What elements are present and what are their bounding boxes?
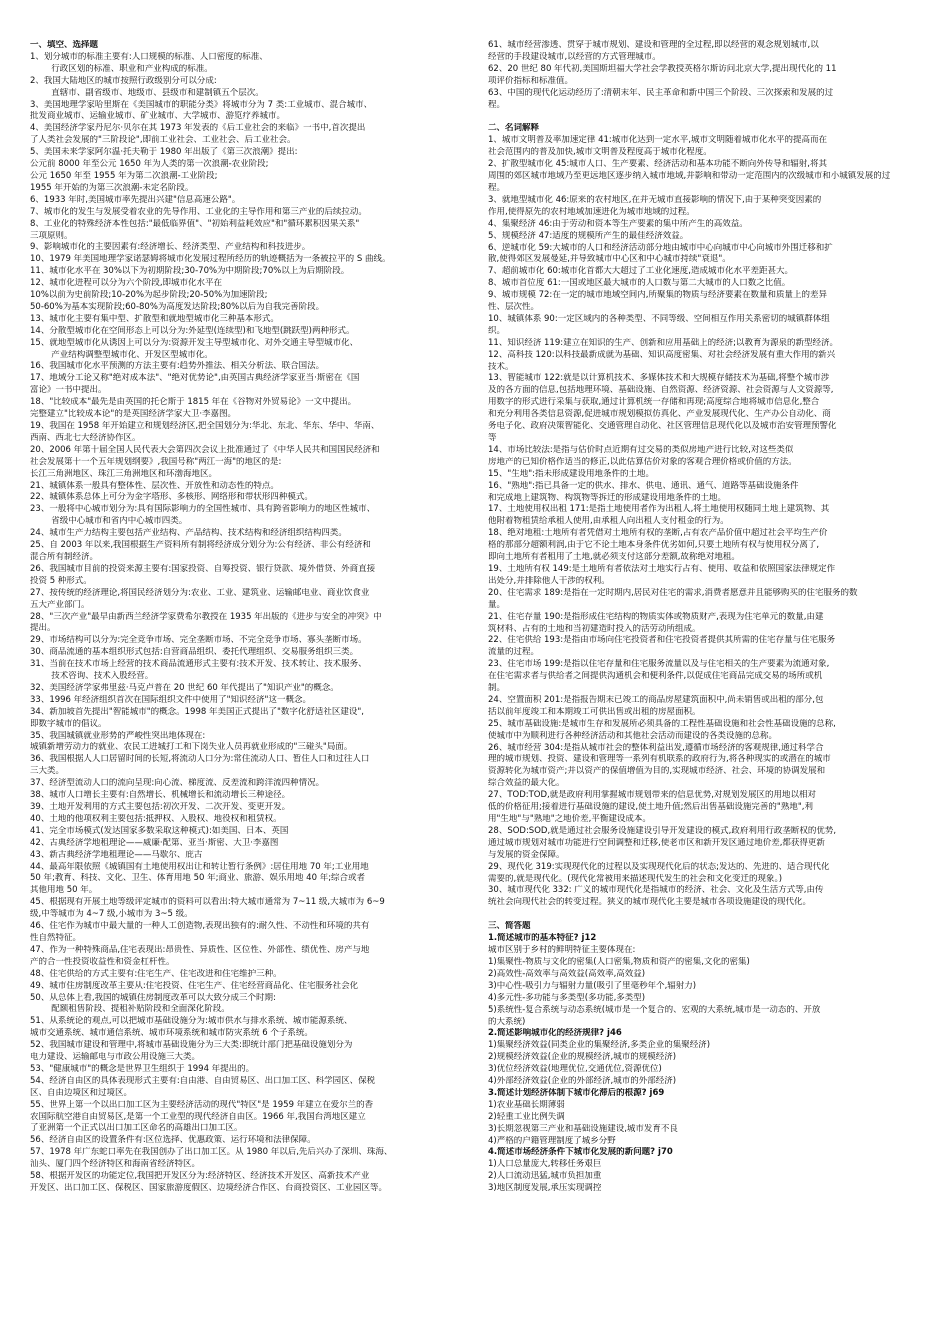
text-line: 1)人口总量庞大,转移任务艰巨 — [488, 1159, 602, 1170]
text-line: 汕头、厦门四个经济特区和海南省经济特区。 — [30, 1159, 201, 1170]
text-line: 完整建立"比较成本论"的是英国经济学家大卫·李嘉图。 — [30, 409, 237, 420]
text-line: 性自然特征。 — [30, 932, 82, 943]
text-line: 流量的过程。 — [488, 647, 540, 658]
left-column — [30, 40, 470, 1195]
text-line: 4)严格的户籍管理制度了城乡分野 — [488, 1135, 616, 1146]
text-line: 49、城市住房制度改革主要从:住宅投资、住宅生产、住宅经营商品化、住宅服务社会化 — [30, 980, 359, 991]
text-line: 8、工业化的特殊经济本性包括:"最低临界值"、"初始利益耗效应"和"循环累积因果关系" — [30, 218, 360, 229]
text-line: 长江三角洲地区、珠江三角洲地区和环渤海地区。 — [30, 468, 218, 479]
text-line: 周围的郊区城市地域乃至更远地区逐步纳入城市地域,并影响和带动一定范围内的次级城市和小城镇发展的过 — [488, 171, 891, 182]
text-line: 37、经济型流动人口的流向呈现:向心流、梯度流、反差流和跨洋流四种情况。 — [30, 778, 325, 789]
text-line: 提出。 — [30, 623, 56, 634]
text-line: 3)长期忽视第三产业和基础设施建设,城市发育不良 — [488, 1123, 678, 1134]
text-line: 58、根据开发区的功能定位,我国把开发区分为:经济特区、经济技术开发区、高新技术产业 — [30, 1171, 370, 1182]
text-line: 了亚洲第一个正式以出口加工区命名的高雄出口加工区。 — [30, 1123, 243, 1134]
question-heading: 2.简述影响城市化的经济规律? j46 — [488, 1028, 622, 1039]
text-line: 35、我国城镇就业形势的严峻性突出地体现在: — [30, 730, 206, 741]
text-line: 省级中心城市和省内中心城市四类。 — [51, 516, 188, 527]
text-line: 10、1979 年美国地理学家诺瑟姆将城市化发展过程所经历的轨迹概括为一条被拉平的 S 曲线。 — [30, 254, 391, 265]
text-line: 19、我国在 1958 年开始建立和规划经济区,把全国划分为:华北、东北、华东、华中、华南、 — [30, 421, 380, 431]
text-line: 西南、西北七大经济协作区。 — [30, 432, 141, 443]
text-line: 括以前年度竣工和本期竣工可供出售或出租的房屋面积。 — [488, 706, 701, 717]
text-line: 50-60%为基本实现阶段;60-80%为高度发达阶段;80%以后为自我完善阶段。 — [30, 301, 325, 312]
text-line: 24、空置面积 201:是指报告期末已竣工的商品房屋建筑面积中,尚未销售或出租的部分,包 — [488, 694, 824, 705]
text-line: 15、"生地":指未形成建设用地条件的土地。 — [488, 468, 655, 479]
text-line: 公元 1650 年至 1955 年为第二次浪潮-工业阶段; — [30, 170, 218, 181]
text-line: 12、高科技 120:以科技最新成就为基础、知识高度密集、对社会经济发展有重大作用的新兴 — [488, 349, 836, 360]
text-line: 即数字城市的倡议。 — [30, 718, 107, 729]
text-line: 36、我国根据人人口居留时间的长短,将流动人口分为:常住流动人口、暂住人口和过往人口 — [30, 754, 370, 765]
text-line: 47、作为一种特殊商品,住宅表现出:昂贵性、异质性、区位性、外部性、绩优性、房产与地 — [30, 944, 370, 955]
text-line: 区、自由边境区和过境区。 — [30, 1087, 133, 1098]
text-line: 29、现代化 319:实现现代化的过程以及实现现代化后的状态;发达的、先进的、适合现代化 — [488, 861, 830, 872]
text-line: 24、城市生产力结构主要包括产业结构、产品结构、技术结构和经济组织结构四类。 — [30, 528, 347, 539]
text-line: 低的价格征用;接着进行基础设施的建设,使土地升值;然后出售基础设施完善的"熟地",利 — [488, 802, 813, 813]
text-line: 22、住宅供给 193:是指由市场向住宅投资者和住宅投资者提供其所需的住宅存量与住宅服务 — [488, 635, 836, 646]
text-line: 6、1933 年时,美国城市率先提出兴建"信息高速公路"。 — [30, 194, 241, 205]
text-line: 41、完全市场模式(发达国家多数采取这种模式):如美国、日本、英国 — [30, 825, 289, 836]
text-line: 33、1996 年经济组织首次在国际组织文件中使用了"知识经济"这一概念。 — [30, 694, 311, 705]
text-line: 4)外部经济效益(企业的外部经济,城市的外部经济) — [488, 1076, 677, 1087]
text-line: 经营的手段建设城市,以经营的方式管理城市。 — [488, 51, 661, 62]
text-line: 资源转化为城市资产;并以资产的保值增值为目的,实现城市经济、社会、环境的协调发展和 — [488, 766, 826, 777]
text-line: 26、我国城市目前的投资来源主要有:国家投资、自筹投资、银行贷款、境外借贷、外商直接 — [30, 563, 376, 574]
text-line: 及的各方面的信息,包括地理环境、基础设施、自然资源、经济资源、社会资源与人文资源等, — [488, 385, 834, 396]
text-line: 46、住宅作为城市中最大量的一种人工创造物,表现出独有的:耐久性、不动性和环境的共有 — [30, 921, 370, 932]
text-line: 12、城市化进程可以分为六个阶段,即城市化水平在 — [30, 278, 223, 289]
text-line: 1、城市文明普及率加速定律 41:城市化达到一定水平,城市文明随着城市化水平的提高而在 — [488, 135, 827, 146]
text-line: 25、城市基础设施:是城市生存和发展所必须具备的工程性基础设施和社会性基础设施的总称, — [488, 718, 836, 729]
document-page — [30, 40, 922, 1336]
text-line: 程。 — [488, 182, 506, 193]
text-line: 39、土地开发利用的方式主要包括:初次开发、二次开发、变更开发。 — [30, 802, 291, 812]
text-line: 产的合一性投资收益性和资金杠杆性。 — [30, 956, 175, 967]
text-line: 筑材料、占有的土地和当初建造时投入的活劳动所组成。 — [488, 623, 701, 634]
text-line: 4)多元性-多功能与多类型(多功能,多类型) — [488, 992, 646, 1003]
text-line: 63、中国的现代化运动经历了:清朝末年、民主革命和新中国三个阶段、三次探索和发展的过 — [488, 87, 834, 98]
text-line: 52、我国城市建设和管理中,将城市基础设施分为三大类:即统计部门把基础设施划分为 — [30, 1040, 353, 1051]
text-line: 40、土地的他项权利主要包括:抵押权、入股权、地役权和租赁权。 — [30, 813, 282, 824]
text-line: 32、美国经济学家弗里兹·马克卢普在 20 世纪 60 年代提出了"知识产业"的概念。 — [30, 682, 339, 693]
text-line: 混合所有制经济。 — [30, 551, 99, 562]
text-line: 22、城镇体系总体上可分为金字塔形、多核形、网络形和带状形四种模式。 — [30, 492, 313, 503]
question-heading: 3.简述计划经济体制下城市化滞后的根源? j69 — [488, 1087, 665, 1098]
text-line: 20、住宅需求 189:是指在一定时期内,居民对住宅的需求,消费者愿意并且能够购买的住宅服务的数 — [488, 587, 858, 598]
text-line: 38、城市人口增长主要有:自然增长、机械增长和流动增长三种途径。 — [30, 790, 291, 801]
text-line: 五大产业部门。 — [30, 599, 90, 610]
text-line: 2)高效性-高效率与高效益(高效率,高效益) — [488, 968, 646, 979]
text-line: 55、世界上第一个以出口加工区为主要经济活动的现代"特区"是 1959 年建立在爱尔兰的香 — [30, 1099, 374, 1110]
text-line: 在住宅需求者与供给者之间提供沟通机会和便利条件,以促成住宅商品完成交易的场所或机 — [488, 671, 823, 682]
text-line: 织。 — [488, 325, 506, 336]
text-line: 与发展的资金保障。 — [488, 849, 565, 860]
text-line: 务电子化、政府决策智能化、交通管理自动化、社区管理信息现代化以及城市治安管理预警化 — [488, 421, 837, 432]
text-line: 10%以前为史前阶段;10-20%为起步阶段;20-50%为加速阶段; — [30, 290, 268, 301]
text-line: 项评价指标和标准值。 — [488, 75, 574, 86]
text-line: 其他用地 50 年。 — [30, 885, 98, 896]
text-line: 富论》一书中提出。 — [30, 385, 107, 396]
text-line: 1、划分城市的标准主要有:人口规模的标准、人口密度的标准、 — [30, 51, 268, 62]
text-line: 53、"健康城市"的概念是世界卫生组织于 1994 年提出的。 — [30, 1063, 255, 1074]
text-line: 开发区、出口加工区、保税区、国家旅游度假区、边境经济合作区、台商投资区、工业园区等。 — [30, 1183, 388, 1193]
text-line: 了人类社会发展的"三阶段论",即前工业社会、工业社会、后工业社会。 — [30, 135, 296, 146]
text-line: 43、新古典经济学地租理论——马歇尔、庇古 — [30, 849, 203, 860]
text-line: 1)集聚经济效益(同类企业的集聚经济,多类企业的集聚经济) — [488, 1040, 711, 1051]
text-line: 4、集聚经济 46:由于劳动和资本等生产要素的集中所产生的高效益。 — [488, 218, 748, 229]
text-line: 配额租售阶段、提租补贴阶段和全面深化阶段。 — [51, 1004, 230, 1015]
text-line: 8、城市首位度 61:一国或地区最大城市的人口数与第二大城市的人口数之比值。 — [488, 278, 791, 289]
text-line: 50 年;教育、科技、文化、卫生、体育用地 50 年;商业、旅游、娱乐用地 40 年;综合或者 — [30, 873, 366, 884]
text-line: 城市区别于乡村的鲜明特征主要体现在: — [488, 945, 636, 956]
text-line: 20、2006 年第十届全国人民代表大会第四次会议上批准通过了《中华人民共和国国民经济和 — [30, 444, 380, 455]
text-line: 51、从系统论的观点,可以把城市基础设施分为:城市供水与排水系统、城市能源系统、 — [30, 1016, 353, 1027]
text-line: 6、逆城市化 59:大城市的人口和经济活动部分地由城市中心向城市中心向城市外围迁移和扩 — [488, 242, 833, 253]
text-line: 用数字的形式进行采集与获取,通过计算机统一存储和再现;高度综合地将城市信息化,整合 — [488, 397, 820, 408]
question-heading: 1.简述城市的基本特征? j12 — [488, 933, 597, 944]
text-line: 3)优位经济效益(地理优位,交通优位,资源优位) — [488, 1064, 662, 1075]
text-line: 三大类。 — [30, 766, 65, 777]
text-line: 3、就地型城市化 46:原来的农村地区,在并无城市直接影响的情况下,由于某种突变因素的 — [488, 194, 822, 205]
text-line: 和完成地上建筑物、构筑物等拆迁的形成建设用地条件的土地。 — [488, 492, 727, 503]
text-line: 50、从总体上看,我国的城镇住房制度改革可以大致分成三个时期: — [30, 992, 276, 1003]
text-line: 15、就地型城市化从诱因上可以分为:资源开发主导型城市化、对外交通主导型城市化、 — [30, 337, 359, 348]
text-line: 理的城市规划、投资、建设和管理等一系列有机联系的政府行为,将各种现实的或潜在的城市 — [488, 754, 831, 765]
text-line: 1955 年开始的为第三次浪潮-未定名阶段。 — [30, 182, 194, 193]
text-line: 30、商品流通的基本组织形式包括:自营商品组织、委托代理组织、交易服务组织三类。 — [30, 647, 359, 658]
text-line: 产业结构调整型城市化、开发区型城市化。 — [51, 349, 213, 360]
text-line: 用"生地"与"熟地"之地价差,平衡建设成本。 — [488, 814, 651, 824]
text-line: 14、分散型城市化在空间形态上可以分为:外延型(连续型)和飞地型(跳跃型)两种形式。 — [30, 325, 355, 336]
text-line: 5)系统性-复合系统与动态系统(城市是一个复合的、宏观的大系统,城市是一动态的、开放 — [488, 1004, 821, 1015]
text-line: 28、"三次产业"最早由新西兰经济学家费希尔教授在 1935 年出版的《进步与安全的冲突》中 — [30, 611, 382, 622]
text-line: 27、按传统的经济理论,将国民经济划分为:农业、工业、建筑业、运输邮电业、商业饮食业 — [30, 587, 370, 598]
text-line: 房地产的已知价格作适当的修正,以此估算估价对象的客观合理价格或价值的方法。 — [488, 456, 797, 467]
text-line: 17、地域分工论又称"绝对成本法"、"绝对优势论",由英国古典经济学家亚当·斯密在《国 — [30, 373, 360, 384]
text-line: 的大系统) — [488, 1016, 526, 1027]
text-line: 城镇新增劳动力的就业、农民工进城打工和下岗失业人员再就业形成的"三碰头"局面。 — [30, 742, 353, 753]
text-line: 16、我国城市化水平预测的方法主要有:趋势外推法、相关分析法、联合国法。 — [30, 361, 325, 372]
text-line: 技术。 — [488, 361, 514, 372]
text-line: 56、经济自由区的设置条件有:区位选择、优惠政策、运行环境和法律保障。 — [30, 1135, 316, 1146]
text-line: 社会发展第十一个五年规划纲要》,我国号称"两江一海"的地区的是: — [30, 456, 282, 467]
text-line: 7、城市化的发生与发展受着农业的先导作用、工业化的主导作用和第三产业的后续拉动。 — [30, 206, 367, 217]
text-line: 54、经济自由区的具体表现形式主要有:自由港、自由贸易区、出口加工区、科学园区、保税 — [30, 1075, 376, 1086]
text-line: 48、住宅供给的方式主要有:住宅生产、住宅改进和住宅维护三种。 — [30, 968, 282, 979]
text-line: 11、城市化水平在 30%以下为初期阶段;30-70%为中期阶段;70%以上为后期阶段。 — [30, 266, 350, 277]
text-line: 通过城市规划对城市功能进行空间调整和迁移,使老市区和新开发区通过地价差,都获得更新 — [488, 837, 825, 848]
text-line: 23、住宅市场 199:是指以住宅存量和住宅服务流量以及与住宅相关的生产要素为流通对象, — [488, 659, 830, 670]
text-line: 和充分利用各类信息资源,促进城市规划模拟仿真化、产业发展现代化、生产办公自动化、商 — [488, 409, 831, 420]
text-line: 21、住宅存量 190:是指形成住宅结构的物质实体或物质财产,表现为住宅单元的数量,由建 — [488, 611, 824, 622]
text-line: 级,中等城市为 4~7 级,小城市为 3~5 级。 — [30, 909, 193, 920]
text-line: 31、当前在技术市场上经营的技术商品流通形式主要有:技术开发、技术转让、技术服务、 — [30, 659, 367, 670]
text-line: 3)地区制度发展,承压实现调控 — [488, 1183, 602, 1194]
text-line: 批发商业城市、运输业城市、矿业城市、大学城市、游览疗养城市。 — [30, 111, 286, 122]
text-line: 45、根据现有开展土地等级评定城市的资料可以看出:特大城市通常为 7~11 级,大城市为 6~9 — [30, 897, 385, 908]
text-line: 行政区划的标准、职业和产业构成的标准。 — [51, 63, 213, 74]
text-line: 2、我国大陆地区的城市按照行政级别分可以分成: — [30, 75, 217, 86]
right-column — [488, 40, 922, 1195]
text-line: 18、绝对地租:土地所有者凭借对土地所有权的垄断,占有农产品价值中超过社会平均生产价 — [488, 528, 828, 539]
text-line: 技术咨询、技术入股经营。 — [51, 671, 154, 682]
text-line: 3)中心性-吸引力与辐射力量(吸引了里毫秒年个,辐射力) — [488, 980, 697, 991]
text-line: 公元前 8000 年至公元 1650 年为人类的第一次浪潮-农业阶段; — [30, 159, 269, 170]
text-line: 2)人口流动迅猛,城市负担加重 — [488, 1171, 602, 1182]
text-line: 19、土地所有权 149:是土地所有者依法对土地实行占有、使用、收益和依照国家法律规定作 — [488, 563, 836, 574]
text-line: 30、城市现代化 332: 广义的城市现代化是指城市的经济、社会、文化及生活方式等,由传 — [488, 885, 824, 896]
text-line: 3、美国地理学家哈里斯在《美国城市的职能分类》将城市分为 7 类:工业城市、混合城市、 — [30, 99, 373, 110]
text-line: 直辖市、副省级市、地级市、县级市和建制镇五个层次。 — [51, 87, 264, 98]
text-line: 程。 — [488, 99, 506, 110]
text-line: 42、古典经济学地租理论——威廉·配第、亚当·斯密、大卫·李嘉图 — [30, 837, 279, 848]
text-line: 61、城市经营渗透、贯穿于城市规划、建设和管理的全过程,即以经营的观念规划城市,以 — [488, 40, 819, 50]
question-heading: 4.简述市场经济条件下城市化发展的新问题? j70 — [488, 1147, 673, 1158]
text-line: 使城市中为顺利进行各种经济活动和其他社会活动而建设的各类设施的总称。 — [488, 730, 778, 741]
text-line: 25、自 2003 年以来,我国根据生产资料所有制将经济成分划分为:公有经济、非公有经济和 — [30, 540, 371, 551]
text-line: 26、城市经营 304:是指从城市社会的整体利益出发,遵循市场经济的客观规律,通过科学合 — [488, 742, 824, 753]
text-line: 4、美国经济学家丹尼尔·贝尔在其 1973 年发表的《后工业社会的来临》一书中,首次提出 — [30, 123, 366, 134]
text-line: 10、城镇体系 90:一定区域内的各种类型、不同等级、空间相互作用关系密切的城镇群体组 — [488, 313, 830, 324]
text-line: 13、城市化主要有集中型、扩散型和就地型城市化三种基本形式。 — [30, 313, 279, 324]
text-line: 出处分,并排除他人干涉的权利。 — [488, 575, 610, 586]
text-line: 等 — [488, 433, 497, 443]
text-line: 统社会向现代社会的转变过程。狭义的城市现代化主要是城市各项设施建设的现代化。 — [488, 897, 812, 908]
section-heading: 三、简答题 — [488, 921, 531, 932]
text-line: 44、最高年限依照《城镇国有土地使用权出让和转让暂行条例》:居住用地 70 年;工业用地 — [30, 861, 369, 872]
text-line: 2)轻重工业比例失调 — [488, 1111, 565, 1122]
text-line: 制。 — [488, 683, 506, 694]
text-line: 城市交通系统、城市通信系统、城市环境系统和城市防灾系统 6 个子系统。 — [30, 1028, 313, 1039]
text-line: 散,使得郊区发展曼延,并导致城市中心区和中心城市持续"衰退"。 — [488, 254, 731, 265]
text-line: 18、"比较成本"最先是由英国的托仑斯于 1815 年在《谷物对外贸易论》一文中提出。 — [30, 397, 357, 408]
text-line: 投资 5 种形式。 — [30, 575, 92, 586]
text-line: 他附着物租赁给承租人使用,由承租人向出租人支付租金的行为。 — [488, 516, 729, 527]
text-line: 5、美国未来学家阿尔温·托夫勒于 1980 年出版了《第三次浪潮》提出: — [30, 147, 298, 158]
text-line: 农国际航空港自由贸易区,是第一个工业型的现代经济自由区。1966 年,我国台湾地区建立 — [30, 1111, 366, 1122]
text-line: 1)农业基础长期薄弱 — [488, 1099, 565, 1110]
text-line: 9、城市规模 72:在一定的城市地域空间内,所聚集的物质与经济要素在数量和质量上的差异 — [488, 290, 827, 301]
text-line: 综合效益的最大化。 — [488, 778, 565, 789]
text-line: 23、一般将中心城市划分为:具有国际影响力的全国性城市、具有跨省影响力的地区性城市、 — [30, 504, 376, 515]
text-line: 13、智能城市 122:就是以计算机技术、多媒体技术和大规模存储技术为基础,将整个城市涉 — [488, 373, 830, 384]
text-line: 三项原则。 — [30, 230, 73, 241]
text-line: 量。 — [488, 599, 506, 610]
text-line: 34、新加坡首先提出"智能城市"的概念。1998 年美国正式提出了"数字化舒适社区建设", — [30, 706, 364, 717]
text-line: 7、超前城市化 60:城市化首都大大超过了工业化速度,造成城市化水平差距甚大。 — [488, 266, 793, 277]
text-line: 5、规模经济 47:适度的规模所产生的最佳经济效益。 — [488, 230, 689, 241]
section-heading: 一、填空、选择题 — [30, 40, 99, 50]
text-line: 29、市场结构可以分为:完全竞争市场、完全垄断市场、不完全竞争市场、寡头垄断市场。 — [30, 635, 367, 646]
text-line: 电力建设、运输邮电与市政公用设施三大类。 — [30, 1052, 201, 1063]
text-line: 2)规模经济效益(企业的规模经济,城市的规模经济) — [488, 1052, 677, 1063]
text-line: 社会范围内的普及加快,城市文明普及程度高于城市化程度。 — [488, 147, 712, 158]
text-line: 62、20 世纪 80 年代初,美国斯坦福大学社会学教授英格尔斯访问北京大学,提出现代化的 11 — [488, 63, 837, 74]
text-line: 17、土地使用权出租 171:是指土地使用者作为出租人,将土地使用权随同土地上建筑物、其 — [488, 504, 830, 515]
text-line: 27、TOD:TOD,就是政府利用掌握城市规划带来的信息优势,对规划发展区的用地以相对 — [488, 790, 816, 801]
text-line: 11、知识经济 119:建立在知识的生产、创新和应用基础上的经济;以教育为源泉的新型经济。 — [488, 337, 838, 348]
text-line: 14、市场比较法:是指与估价时点近期有过交易的类似房地产进行比较,对这些类似 — [488, 444, 794, 455]
text-line: 即向土地所有者租用了土地,就必须支付这部分差额,故称绝对地租。 — [488, 552, 740, 563]
text-line: 格的那部分超额利润,由于它不论土地本身条件优劣如何,只要土地所有权与使用权分离了, — [488, 540, 820, 551]
text-line: 21、城镇体系一般具有整体性、层次性、开放性和动态性的特点。 — [30, 480, 279, 491]
text-line: 57、1978 年广东蛇口率先在我国创办了出口加工区。从 1980 年以后,先后兴办了深圳、珠海、 — [30, 1147, 393, 1158]
text-line: 2、扩散型城市化 45:城市人口、生产要素、经济活动和基本功能不断向外传导和辐射,将其 — [488, 159, 827, 170]
section-heading: 二、名词解释 — [488, 123, 540, 134]
text-line: 28、SOD:SOD,就是通过社会服务设施建设引导开发建设的模式,政府利用行政垄断权的优势, — [488, 825, 837, 836]
text-line: 1)集聚性-物质与文化的密集(人口密集,物质和资产的密集,文化的密集) — [488, 956, 750, 967]
text-line: 性、层次性。 — [488, 302, 540, 313]
text-line: 16、"熟地":指已具备一定的供水、排水、供电、通讯、通气、道路等基础设施条件 — [488, 480, 799, 491]
text-line: 作用,使得原先的农村地域加速进化为城市地域的过程。 — [488, 206, 695, 217]
text-line: 9、影响城市化的主要因素有:经济增长、经济类型、产业结构和科技进步。 — [30, 242, 311, 253]
text-line: 需要的,就是现代化。(现代化常被用来描述现代发生的社会和文化变迁的现象。) — [488, 873, 783, 884]
